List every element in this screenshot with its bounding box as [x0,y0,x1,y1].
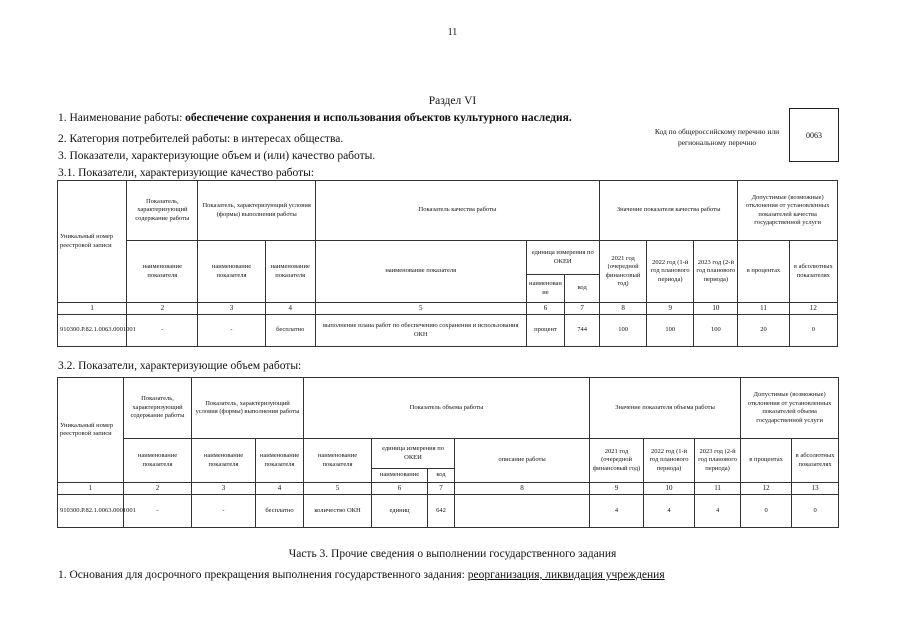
col-unit: единица измерения по ОКЕИ [526,241,599,275]
col-percent: в процентах [738,241,789,303]
col-num: 6 [526,303,565,315]
cell: 20 [738,315,789,347]
col-cond-name-1: наименование показателя [198,241,265,303]
cell: 0 [792,495,839,528]
cell: - [124,495,192,528]
col-num: 13 [792,483,839,495]
col-content: Показатель, характеризующий содержание работы [127,181,198,241]
col-absolute: в абсолютных показателях [789,241,837,303]
early-termination-value: реорганизация, ликвидация учреждения [467,569,665,581]
col-cond-name-1: наименование показателя [192,439,256,483]
col-num: 4 [265,303,315,315]
cell: 744 [565,315,600,347]
col-unit-code: код [565,275,600,303]
col-conditions: Показатель, характеризующий условия (формы) выполнения работы [192,378,304,439]
col-year-2023: 2023 год (2-й год планового периода) [694,241,738,303]
cell [455,495,590,528]
col-volume-values: Значение показателя объема работы [590,378,741,439]
col-num: 3 [198,303,265,315]
col-cond-name-2: наименование показателя [256,439,304,483]
col-indicator-name: наименование показателя [304,439,372,483]
col-unit-code: код [428,469,455,483]
col-year-2023: 2023 год (2-й год планового периода) [695,439,741,483]
page-number: 11 [447,27,458,38]
col-num: 2 [127,303,198,315]
consumer-category-line: 2. Категория потребителей работы: в интересах общества. [58,133,344,145]
col-num: 6 [372,483,428,495]
cell: единиц [372,495,428,528]
cell: 4 [695,495,741,528]
col-num: 1 [58,303,127,315]
col-conditions: Показатель, характеризующий условия (формы) выполнения работы [198,181,315,241]
col-content-name: наименование показателя [124,439,192,483]
col-year-2021: 2021 год (очередной финансовый год) [590,439,644,483]
col-num: 7 [428,483,455,495]
work-name-label: 1. Наименование работы: [58,112,186,124]
col-deviation: Допустимые (возможные) отклонения от установленных показателей объема государственной услуги [741,378,839,439]
col-content: Показатель, характеризующий содержание работы [124,378,192,439]
section-title: Раздел VI [428,95,477,107]
col-cond-name-2: наименование показателя [265,241,315,303]
col-unit-name: наименован ие [526,275,565,303]
col-year-2022: 2022 год (1-й год планового периода) [647,241,694,303]
cell: 0 [741,495,792,528]
part3-title: Часть 3. Прочие сведения о выполнении государственного задания [288,548,617,560]
col-unit-name: наименование [372,469,428,483]
cell-unique-number: 910300.Р.82.1.0063.0001001 [58,315,127,347]
col-volume-indicator: Показатель объема работы [304,378,590,439]
col-year-2021: 2021 год (очередной финансовый год) [599,241,646,303]
column-numbers-row [58,483,839,495]
col-indicator-name: наименование показателя [315,241,526,303]
col-quality-indicator: Показатель качества работы [315,181,599,241]
cell-indicator-name: выполнение плана работ по обеспечению сохранения и использования ОКН [315,315,526,347]
col-num: 8 [455,483,590,495]
col-content-name: наименование показателя [127,241,198,303]
col-num: 9 [647,303,694,315]
col-num: 5 [304,483,372,495]
quality-table-title: 3.1. Показатели, характеризующие качество работы: [58,167,315,179]
code-box: 0063 [789,108,839,162]
col-unit: единица измерения по ОКЕИ [372,439,455,469]
col-year-2022: 2022 год (1-й год планового периода) [644,439,695,483]
cell: 4 [590,495,644,528]
col-num: 2 [124,483,192,495]
col-num: 7 [565,303,600,315]
cell: - [198,315,265,347]
col-unique-number: Уникальный номер реестровой записи [58,378,124,483]
col-num: 5 [315,303,526,315]
col-num: 11 [695,483,741,495]
col-num: 12 [789,303,837,315]
early-termination-label: 1. Основания для досрочного прекращения выполнения государственного задания: [58,569,468,581]
col-num: 11 [738,303,789,315]
col-num: 10 [644,483,695,495]
work-name-value: обеспечение сохранения и использования объектов культурного наследия. [185,112,572,124]
col-quality-values: Значение показателя качества работы [599,181,737,241]
code-label: Код по общероссийскому перечню или региональному перечню [654,127,780,147]
volume-table-title: 3.2. Показатели, характеризующие объем работы: [58,360,302,372]
cell: бесплатно [265,315,315,347]
col-num: 3 [192,483,256,495]
work-name-line [58,112,572,124]
col-absolute: в абсолютных показателях [792,439,839,483]
cell: 100 [694,315,738,347]
cell: процент [526,315,565,347]
quality-table [57,180,838,347]
col-num: 12 [741,483,792,495]
cell-unique-number: 910300.Р.82.1.0063.0001001 [58,495,124,528]
col-num: 10 [694,303,738,315]
col-num: 9 [590,483,644,495]
cell: 0 [789,315,837,347]
table-row [58,495,839,528]
indicators-line: 3. Показатели, характеризующие объем и (или) качество работы. [58,150,376,162]
col-unique-number: Уникальный номер реестровой записи [58,181,127,303]
cell: 642 [428,495,455,528]
cell: 100 [647,315,694,347]
col-deviation: Допустимые (возможные) отклонения от установленных показателей качества государственной услуги [738,181,838,241]
cell: - [127,315,198,347]
table-row [58,315,838,347]
col-percent: в процентах [741,439,792,483]
col-num: 1 [58,483,124,495]
column-numbers-row [58,303,838,315]
col-num: 4 [256,483,304,495]
volume-table [57,377,839,528]
early-termination-line [58,569,665,581]
col-num: 8 [599,303,646,315]
col-work-description: описание работы [455,439,590,483]
cell: 100 [599,315,646,347]
cell: бесплатно [256,495,304,528]
cell-indicator-name: количество ОКН [304,495,372,528]
cell: - [192,495,256,528]
cell: 4 [644,495,695,528]
